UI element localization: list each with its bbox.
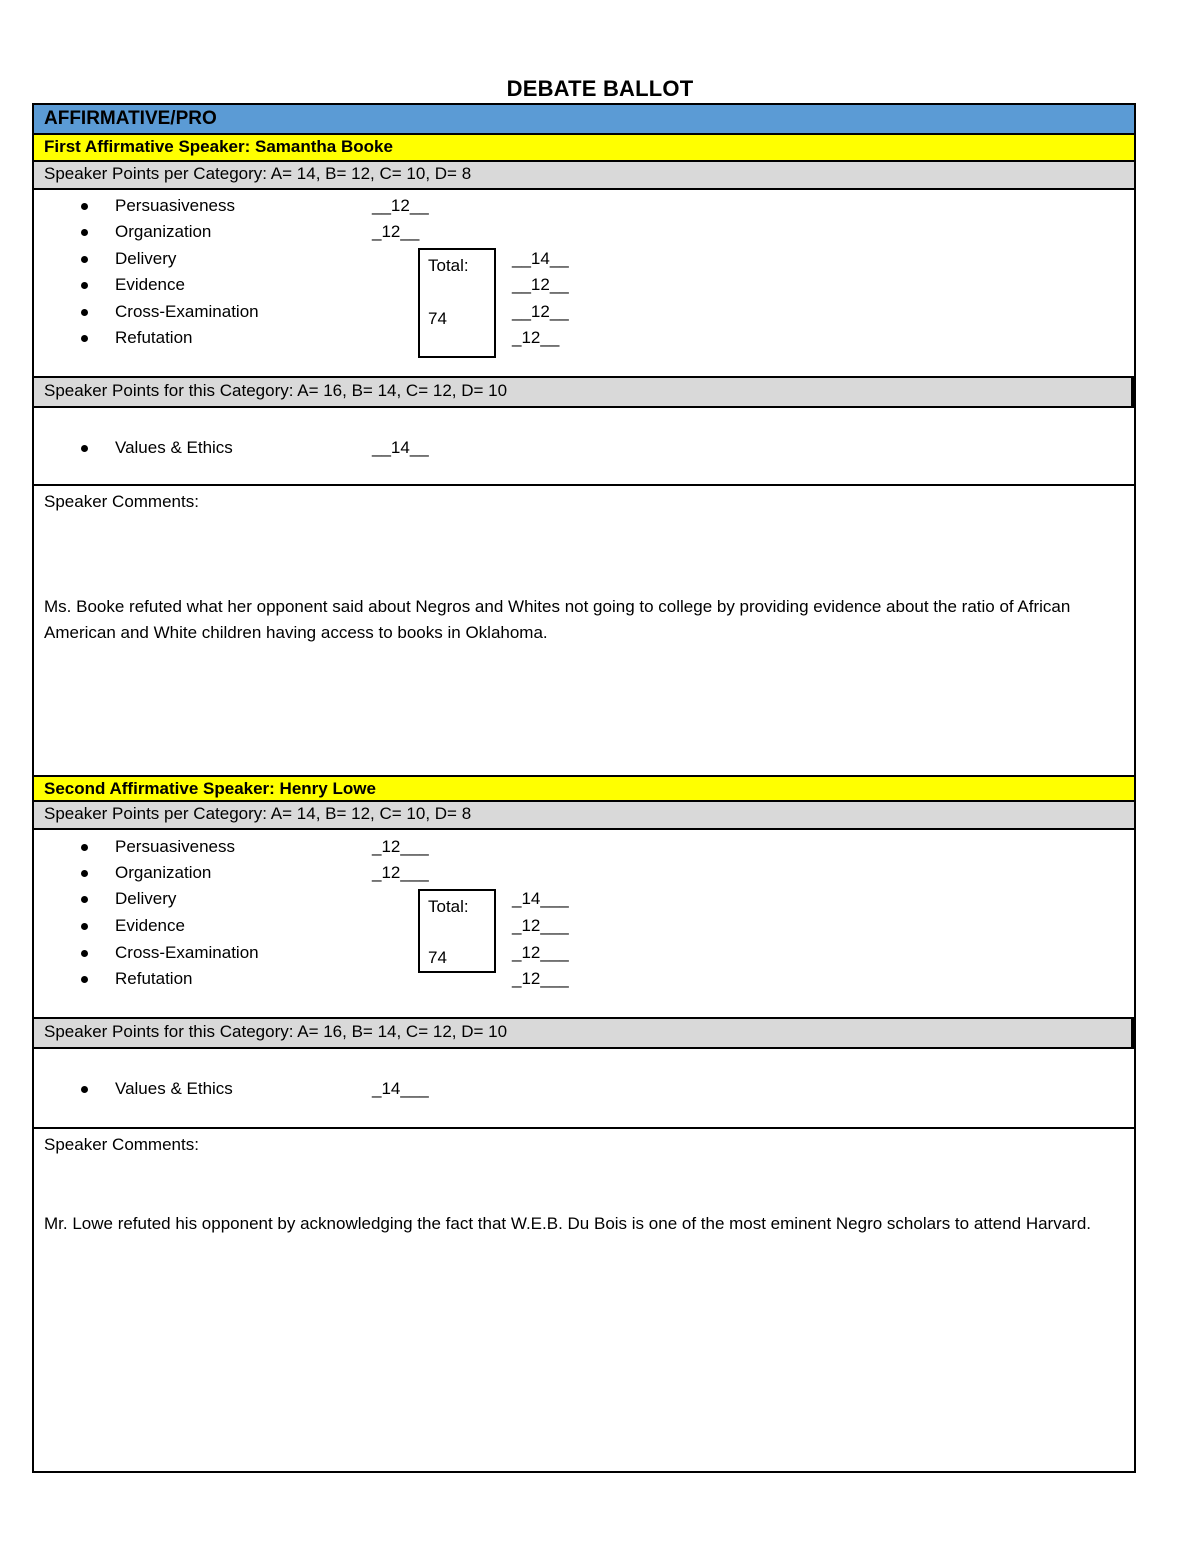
speaker-2-category-label: Organization: [115, 863, 212, 882]
speaker-2-total-value: 74: [428, 948, 447, 967]
speaker-1-total-value: 74: [428, 309, 447, 328]
speaker-1-comments-label: Speaker Comments:: [44, 492, 199, 511]
speaker-2-category-label: Refutation: [115, 969, 193, 988]
speaker-2-header: Second Affirmative Speaker: Henry Lowe: [34, 777, 1134, 802]
bullet-icon: [81, 203, 88, 210]
bullet-icon: [81, 976, 88, 983]
speaker-2-values-score: _14___: [372, 1079, 429, 1098]
speaker-1-points-scale: Speaker Points per Category: A= 14, B= 12, C= 10, D= 8: [34, 162, 1134, 190]
speaker-1-category-label: Cross-Examination: [115, 302, 259, 321]
speaker-2-category-score: _12___: [372, 863, 429, 882]
speaker-2-category-label: Delivery: [115, 889, 177, 908]
divider: [34, 484, 1134, 486]
speaker-2-category-label: Cross-Examination: [115, 943, 259, 962]
speaker-2-category-score: _12___: [372, 837, 429, 856]
speaker-1-header: First Affirmative Speaker: Samantha Booke: [34, 135, 1134, 162]
speaker-1-category-label: Delivery: [115, 249, 177, 268]
bullet-icon: [81, 844, 88, 851]
speaker-2-values-label: Values & Ethics: [115, 1079, 233, 1098]
bullet-icon: [81, 282, 88, 289]
bullet-icon: [81, 896, 88, 903]
speaker-1-category-score: _12__: [372, 222, 420, 241]
bullet-icon: [81, 923, 88, 930]
speaker-2-points-scale: Speaker Points per Category: A= 14, B= 12, C= 10, D= 8: [34, 802, 1134, 830]
speaker-2-comments-label: Speaker Comments:: [44, 1135, 199, 1154]
speaker-2-comment: Mr. Lowe refuted his opponent by acknowledging the fact that W.E.B. Du Bois is one of the most eminent Negro scholars to attend Harvard.: [44, 1214, 1092, 1233]
speaker-1-values-label: Values & Ethics: [115, 438, 233, 457]
ballot-form: [32, 103, 1136, 1473]
bullet-icon: [81, 256, 88, 263]
divider: [34, 1127, 1134, 1129]
speaker-1-category-label: Organization: [115, 222, 212, 241]
speaker-1-comment: Ms. Booke refuted what her opponent said about Negros and Whites not going to college by providing evidence about the ratio of African American and White children having access to books in Oklahoma.: [44, 597, 1071, 642]
speaker-1-category-score: __12__: [372, 196, 429, 215]
speaker-1-category-score: _12__: [512, 328, 560, 347]
bullet-icon: [81, 870, 88, 877]
speaker-2-total-box: [418, 889, 496, 973]
side-header: AFFIRMATIVE/PRO: [34, 105, 1134, 135]
speaker-2-total-label: Total:: [428, 897, 469, 916]
bullet-icon: [81, 1086, 88, 1093]
speaker-1-category-score: __12__: [512, 275, 569, 294]
bullet-icon: [81, 950, 88, 957]
speaker-1-total-box: [418, 248, 496, 358]
speaker-1-total-label: Total:: [428, 256, 469, 275]
bullet-icon: [81, 445, 88, 452]
speaker-2-category-label: Evidence: [115, 916, 185, 935]
speaker-2-category-score: _12___: [512, 969, 569, 988]
speaker-1-category-label: Evidence: [115, 275, 185, 294]
bullet-icon: [81, 335, 88, 342]
speaker-1-category-score: __14__: [512, 249, 569, 268]
speaker-1-values-scale: Speaker Points for this Category: A= 16, B= 14, C= 12, D= 10: [34, 376, 1134, 408]
bullet-icon: [81, 229, 88, 236]
bullet-icon: [81, 309, 88, 316]
speaker-1-category-label: Persuasiveness: [115, 196, 236, 215]
speaker-2-category-label: Persuasiveness: [115, 837, 236, 856]
speaker-2-category-score: _14___: [512, 889, 569, 908]
page-title: DEBATE BALLOT: [506, 76, 694, 101]
speaker-1-values-score: __14__: [372, 438, 429, 457]
speaker-2-category-score: _12___: [512, 943, 569, 962]
speaker-1-category-label: Refutation: [115, 328, 193, 347]
speaker-2-values-scale: Speaker Points for this Category: A= 16, B= 14, C= 12, D= 10: [34, 1017, 1134, 1049]
speaker-1-category-score: __12__: [512, 302, 569, 321]
speaker-2-category-score: _12___: [512, 916, 569, 935]
